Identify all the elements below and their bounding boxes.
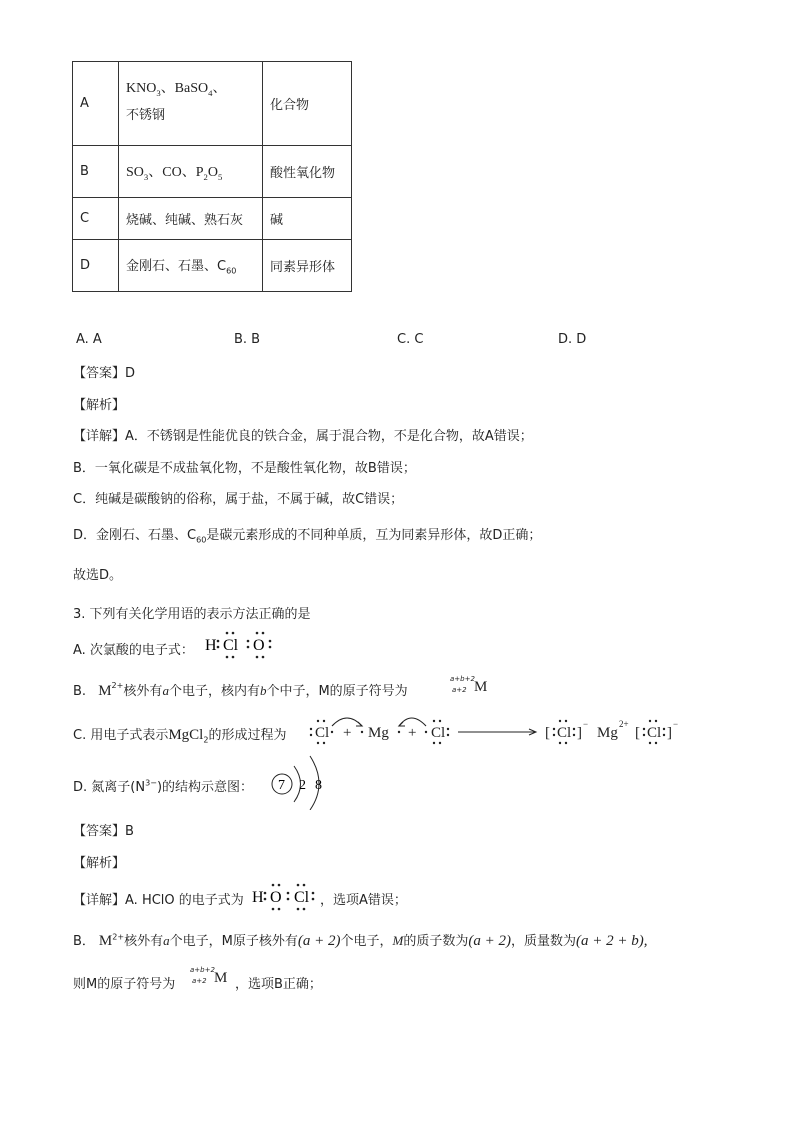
q3-stem: 3. 下列有关化学用语的表示方法正确的是	[73, 607, 311, 622]
svg-text:2+: 2+	[619, 719, 629, 729]
row-letter: B	[73, 146, 119, 198]
q3-analysis-tag: 【解析】	[73, 856, 126, 871]
conclusion: 故选D。	[73, 568, 123, 583]
svg-text:2: 2	[299, 778, 306, 793]
hclo-electron-formula-correct	[250, 880, 318, 912]
table-row	[73, 240, 352, 292]
row-category: 化合物	[263, 62, 352, 146]
svg-text:]: ]	[667, 725, 672, 741]
svg-text:Mg: Mg	[597, 725, 618, 741]
q3-detail-b-line2: 则M的原子符号为	[73, 977, 176, 992]
answer-value: D	[125, 366, 136, 381]
hclo-electron-formula-wrong	[203, 628, 283, 660]
detail-line-d: D．金刚石、石墨、$C_{60}$是碳元素形成的不同种单质，互为同素异形体，故D正确；	[73, 528, 542, 545]
row-category: 同素异形体	[263, 240, 352, 292]
choice-a: A. A	[76, 332, 102, 347]
row-substances: $SO_3$、CO、$P_2O_5$	[119, 146, 263, 198]
svg-text:H: H	[252, 889, 264, 906]
choice-c: C. C	[397, 332, 424, 347]
svg-text:]: ]	[577, 725, 582, 741]
detail-line-c: C．纯碱是碳酸钠的俗称，属于盐，不属于碱，故C错误；	[73, 492, 404, 507]
mgcl2-formation-process	[305, 710, 685, 750]
answer-tag: 【答案】	[73, 366, 126, 381]
table-row	[73, 62, 352, 146]
nitrogen-ion-structure-diagram	[270, 752, 330, 810]
svg-text:Cl: Cl	[315, 725, 330, 741]
svg-text:Cl: Cl	[647, 725, 662, 741]
row-substances: 烧碱、纯碱、熟石灰	[119, 198, 263, 240]
row-letter: D	[73, 240, 119, 292]
q3-option-c: C. 用电子式表示MgCl$_2$的形成过程为	[73, 727, 287, 745]
row-substances: $KNO_3$、BaSO$_4$、 不锈钢	[119, 62, 263, 146]
q3-detail-a: 【详解】A. HClO 的电子式为	[73, 893, 244, 908]
svg-text:Mg: Mg	[368, 725, 389, 741]
q3-detail-b-line1: B． $M^{2+}$核外有a个电子，M原子核外有(a + 2)个电子，M的质子数为(a + 2)，质量数为(a + 2 + b),	[73, 932, 648, 949]
q3-detail-b-tail: ，选项B正确；	[235, 977, 322, 992]
table-row	[73, 146, 352, 198]
q3-detail-a-tail: ，选项A错误；	[320, 893, 407, 908]
svg-text:O: O	[253, 637, 265, 654]
analysis-tag: 【解析】	[73, 398, 126, 413]
svg-text:−: −	[673, 719, 679, 729]
row-category: 酸性氧化物	[263, 146, 352, 198]
answer-line	[73, 362, 135, 381]
svg-text:O: O	[270, 889, 282, 906]
row-letter: A	[73, 62, 119, 146]
svg-text:7: 7	[278, 778, 285, 793]
svg-text:[: [	[545, 725, 550, 741]
q3-answer-line: 【答案】B	[73, 824, 134, 839]
row-substances: 金刚石、石墨、$C_{60}$	[119, 240, 263, 292]
detail-line-b: B．一氧化碳是不成盐氧化物，不是酸性氧化物，故B错误；	[73, 461, 416, 476]
row-category: 碱	[263, 198, 352, 240]
q3-option-a: A. 次氯酸的电子式：	[73, 643, 194, 658]
svg-text:Cl: Cl	[294, 889, 310, 906]
choice-b: B. B	[234, 332, 261, 347]
svg-text:−: −	[583, 719, 589, 729]
options-table	[72, 61, 352, 292]
table-row	[73, 198, 352, 240]
q3-option-d: D. 氮离子$(N^{3-})$的结构示意图：	[73, 778, 254, 795]
detail-line-a: 【详解】A．不锈钢是性能优良的铁合金，属于混合物，不是化合物，故A错误；	[73, 429, 533, 444]
q3-option-b: B. $M^{2+}$核外有a个电子，核内有b个中子，M的原子符号为	[73, 680, 408, 699]
svg-text:8: 8	[315, 778, 322, 793]
svg-text:+: +	[343, 725, 352, 741]
row-letter: C	[73, 198, 119, 240]
choice-d: D. D	[558, 332, 587, 347]
svg-text:Cl: Cl	[431, 725, 446, 741]
svg-text:H: H	[205, 637, 217, 654]
svg-text:Cl: Cl	[223, 637, 239, 654]
svg-text:+: +	[408, 725, 417, 741]
svg-text:[: [	[635, 725, 640, 741]
svg-text:Cl: Cl	[557, 725, 572, 741]
